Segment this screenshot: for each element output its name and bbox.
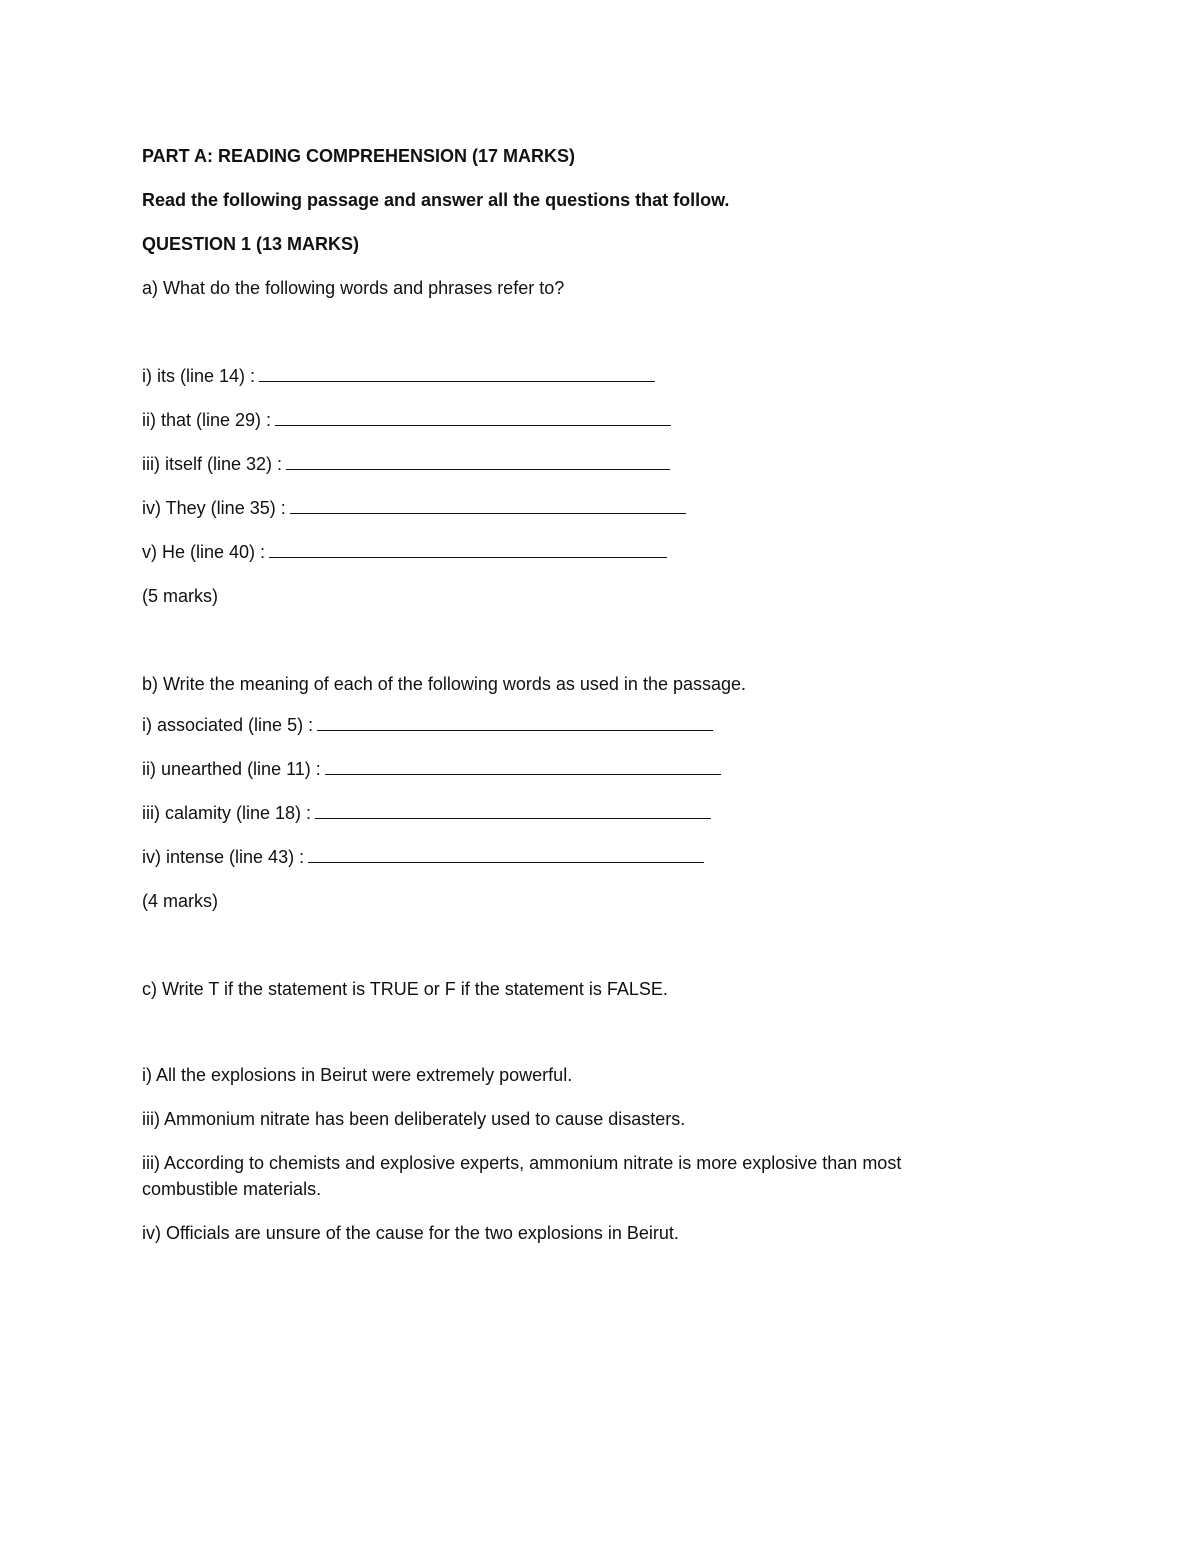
question-title: QUESTION 1 (13 MARKS)	[142, 234, 360, 254]
answer-blank[interactable]	[259, 363, 655, 382]
part-b-prompt: b) Write the meaning of each of the following words as used in the passage.	[142, 674, 747, 694]
part-a-prompt: a) What do the following words and phrases refer to?	[142, 278, 565, 298]
part-c-statement: iii) According to chemists and explosive experts, ammonium nitrate is more explosive than most combustible materials.	[142, 1153, 902, 1199]
instruction-text: Read the following passage and answer all the questions that follow.	[142, 190, 730, 210]
part-c-statement: iii) Ammonium nitrate has been deliberately used to cause disasters.	[142, 1109, 686, 1129]
part-a-marks: (5 marks)	[142, 586, 218, 606]
item-label: iii) calamity (line 18) :	[142, 803, 312, 823]
item-label: ii) unearthed (line 11) :	[142, 759, 321, 779]
answer-blank[interactable]	[275, 407, 671, 426]
part-a-item	[142, 539, 1022, 565]
item-label: iii) itself (line 32) :	[142, 454, 283, 474]
part-a-item	[142, 363, 1022, 389]
exam-content	[142, 143, 1022, 1264]
item-label: v) He (line 40) :	[142, 542, 266, 562]
answer-blank[interactable]	[317, 712, 713, 731]
part-heading: PART A: READING COMPREHENSION (17 MARKS)	[142, 146, 576, 166]
part-b-item	[142, 844, 1022, 870]
part-a-item	[142, 495, 1022, 521]
answer-blank[interactable]	[290, 495, 686, 514]
part-c-statement: iv) Officials are unsure of the cause for the two explosions in Beirut.	[142, 1223, 679, 1243]
part-a-item	[142, 451, 1022, 477]
item-label: ii) that (line 29) :	[142, 410, 272, 430]
answer-blank[interactable]	[315, 800, 711, 819]
part-c-prompt: c) Write T if the statement is TRUE or F if the statement is FALSE.	[142, 979, 668, 999]
part-b-item	[142, 712, 1022, 738]
part-b-item	[142, 756, 1022, 782]
part-a-item	[142, 407, 1022, 433]
answer-blank[interactable]	[325, 756, 721, 775]
item-label: iv) They (line 35) :	[142, 498, 286, 518]
answer-blank[interactable]	[286, 451, 670, 470]
answer-blank[interactable]	[269, 539, 667, 558]
part-c-statement: i) All the explosions in Beirut were extremely powerful.	[142, 1065, 573, 1085]
item-label: i) its (line 14) :	[142, 366, 256, 386]
item-label: iv) intense (line 43) :	[142, 847, 305, 867]
answer-blank[interactable]	[308, 844, 704, 863]
part-b-item	[142, 800, 1022, 826]
part-b-marks: (4 marks)	[142, 891, 218, 911]
item-label: i) associated (line 5) :	[142, 715, 314, 735]
